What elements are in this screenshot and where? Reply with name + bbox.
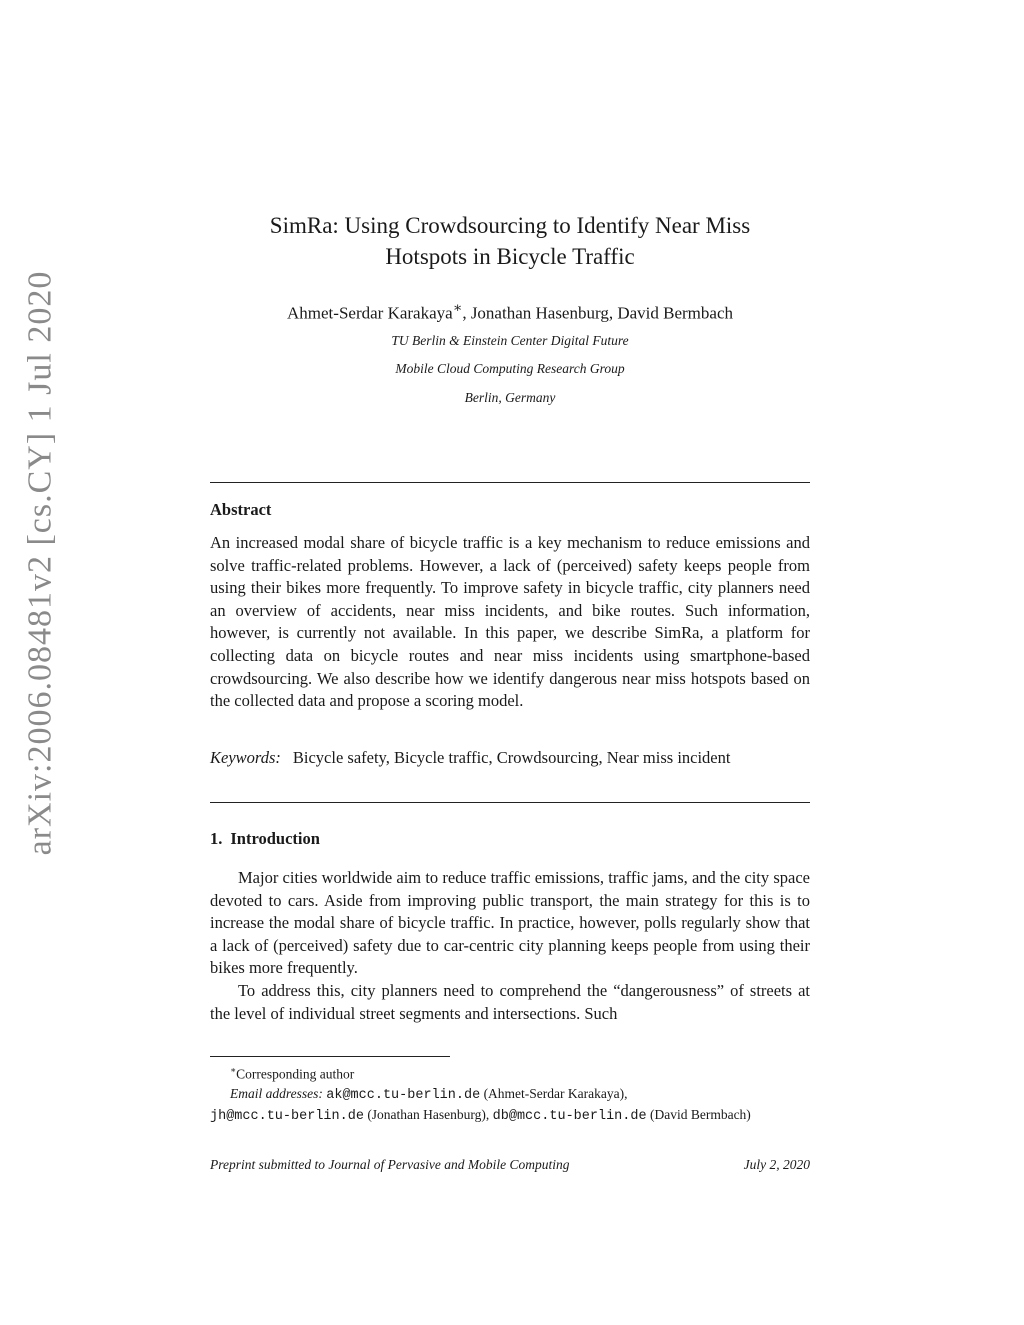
- keywords: [210, 746, 810, 769]
- abstract-heading: Abstract: [210, 500, 272, 519]
- footnote-email-line-2: [210, 1105, 820, 1126]
- arxiv-side-stamp: [10, 168, 70, 958]
- footnote-email-line-1: [210, 1084, 820, 1105]
- email-name-bermbach: (David Bermbach): [649, 1106, 751, 1122]
- section-heading-introduction: [210, 829, 320, 849]
- title-line-2: Hotspots in Bicycle Traffic: [385, 244, 635, 269]
- abstract-bottom-rule: [210, 802, 810, 803]
- footnote-marker: ∗: [230, 1065, 237, 1075]
- intro-paragraph: To address this, city planners need to comprehend the “dangerousness” of streets at the level of individual street segments and intersections. Such: [210, 980, 810, 1023]
- email-link-hasenburg[interactable]: jh@mcc.tu-berlin.de: [210, 1108, 364, 1124]
- author-rest: , Jonathan Hasenburg, David Bermbach: [462, 303, 733, 323]
- email-name-karakaya: (Ahmet-Serdar Karakaya),: [483, 1085, 628, 1101]
- page-footer: [210, 1157, 810, 1173]
- intro-paragraph: Major cities worldwide aim to reduce traffic emissions, traffic jams, and the city space devoted to cars. Aside from improving public transport, the main strategy for this is to increase the modal share of bicycle traffic. In practice, however, polls regularly show that a lack of (perceived) safety due to car-centric city planning keeps people from using their bikes more frequently.: [210, 868, 810, 978]
- footnote-corresponding-text: Corresponding author: [236, 1066, 355, 1082]
- section-title: Introduction: [230, 829, 320, 848]
- affiliation-line-3: Berlin, Germany: [464, 390, 556, 405]
- keywords-text: Bicycle safety, Bicycle traffic, Crowdsourcing, Near miss incident: [292, 748, 731, 767]
- paper-title: [210, 210, 810, 272]
- email-name-hasenburg: (Jonathan Hasenburg),: [367, 1106, 490, 1122]
- keywords-label: Keywords:: [210, 748, 281, 767]
- footnote-corresponding: [210, 1061, 820, 1084]
- author-first: Ahmet-Serdar Karakaya: [287, 303, 453, 323]
- arxiv-identifier: arXiv:2006.08481v2 [cs.CY] 1 Jul 2020: [21, 270, 58, 856]
- abstract-body: An increased modal share of bicycle traffic is a key mechanism to reduce emissions and solve traffic-related problems. However, a lack of (perceived) safety keeps people from using their bikes more frequently. To improve safety in bicycle traffic, city planners need an overview of accidents, near miss incidents, and bike routes. Such information, however, is currently not available. In this paper, we describe SimRa, a platform for collecting data on bicycle routes and near miss incidents using smartphone-based crowdsourcing. We also describe how we identify dangerous near miss hotspots based on the collected data and propose a scoring model.: [210, 533, 810, 711]
- footer-date: July 2, 2020: [743, 1157, 810, 1172]
- footer-journal: Preprint submitted to Journal of Pervasive and Mobile Computing: [210, 1157, 570, 1172]
- email-link-karakaya[interactable]: ak@mcc.tu-berlin.de: [326, 1087, 481, 1103]
- email-label: Email addresses:: [230, 1085, 323, 1101]
- corresponding-marker: ∗: [452, 300, 463, 316]
- abstract-top-rule: [210, 482, 810, 483]
- title-line-1: SimRa: Using Crowdsourcing to Identify Near Miss: [269, 213, 751, 238]
- footnote-rule: [210, 1056, 450, 1057]
- email-link-bermbach[interactable]: db@mcc.tu-berlin.de: [492, 1108, 647, 1124]
- footnotes: [210, 1061, 820, 1126]
- author-list: [210, 300, 810, 324]
- introduction-body: [210, 867, 810, 1025]
- affiliation-line-2: Mobile Cloud Computing Research Group: [395, 361, 625, 376]
- affiliation-line-1: TU Berlin & Einstein Center Digital Future: [391, 333, 629, 348]
- section-number: 1.: [210, 829, 223, 848]
